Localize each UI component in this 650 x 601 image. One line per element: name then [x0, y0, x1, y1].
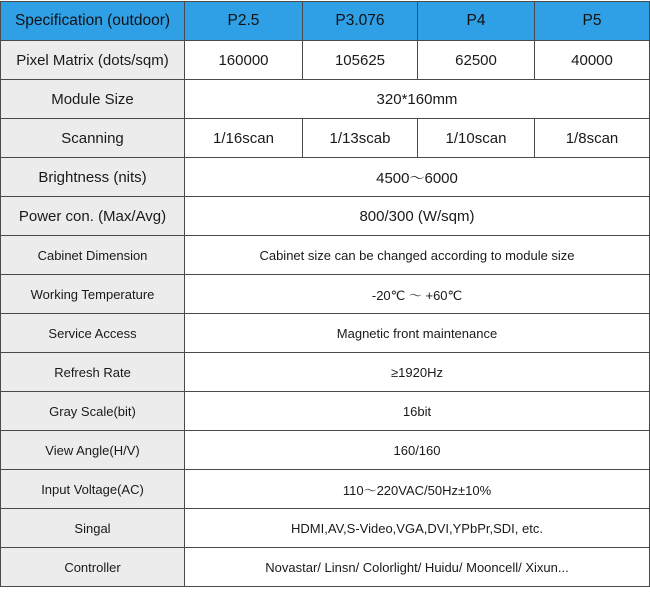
table-row-service-access: [1, 314, 650, 353]
row-label: Gray Scale(bit): [1, 392, 185, 431]
table-cell: 40000: [535, 41, 650, 80]
table-cell: 16bit: [185, 392, 650, 431]
row-label: Module Size: [1, 80, 185, 119]
table-row-view-angle: [1, 431, 650, 470]
table-cell: 1/8scan: [535, 119, 650, 158]
table-row-power-consumption: [1, 197, 650, 236]
table-cell: 1/10scan: [418, 119, 535, 158]
table-cell: 110～220VAC/50Hz±10%: [185, 470, 650, 509]
table-row-pixel-matrix: [1, 41, 650, 80]
table-cell: 1/13scab: [303, 119, 418, 158]
row-label: Input Voltage(AC): [1, 470, 185, 509]
row-label: Pixel Matrix (dots/sqm): [1, 41, 185, 80]
table-cell: 105625: [303, 41, 418, 80]
table-row-working-temperature: [1, 275, 650, 314]
row-label: Brightness (nits): [1, 158, 185, 197]
table-cell: Magnetic front maintenance: [185, 314, 650, 353]
table-cell: 62500: [418, 41, 535, 80]
table-cell: 160000: [185, 41, 303, 80]
table-row-signal: [1, 509, 650, 548]
table-cell: 800/300 (W/sqm): [185, 197, 650, 236]
row-label: Service Access: [1, 314, 185, 353]
table-cell: Novastar/ Linsn/ Colorlight/ Huidu/ Mooncell/ Xixun...: [185, 548, 650, 587]
table-row-input-voltage: [1, 470, 650, 509]
table-cell: 160/160: [185, 431, 650, 470]
table-row-refresh-rate: [1, 353, 650, 392]
table-row-module-size: [1, 80, 650, 119]
row-label: Refresh Rate: [1, 353, 185, 392]
header-cell-p5: P5: [535, 2, 650, 41]
table-cell: 4500～6000: [185, 158, 650, 197]
row-label: Controller: [1, 548, 185, 587]
spec-table: [0, 1, 650, 587]
table-cell: 1/16scan: [185, 119, 303, 158]
table-cell: -20℃ ～ +60℃: [185, 275, 650, 314]
row-label: Scanning: [1, 119, 185, 158]
table-row-brightness: [1, 158, 650, 197]
header-cell-p2-5: P2.5: [185, 2, 303, 41]
row-label: Singal: [1, 509, 185, 548]
row-label: View Angle(H/V): [1, 431, 185, 470]
table-row-gray-scale: [1, 392, 650, 431]
table-header-row: [1, 2, 650, 41]
table-cell: ≥1920Hz: [185, 353, 650, 392]
table-row-scanning: [1, 119, 650, 158]
header-cell-specification: Specification (outdoor): [1, 2, 185, 41]
table-row-controller: [1, 548, 650, 587]
table-cell: HDMI,AV,S-Video,VGA,DVI,YPbPr,SDI, etc.: [185, 509, 650, 548]
table-row-cabinet-dimension: [1, 236, 650, 275]
header-cell-p3-076: P3.076: [303, 2, 418, 41]
row-label: Cabinet Dimension: [1, 236, 185, 275]
header-cell-p4: P4: [418, 2, 535, 41]
row-label: Working Temperature: [1, 275, 185, 314]
table-cell: Cabinet size can be changed according to module size: [185, 236, 650, 275]
table-cell: 320*160mm: [185, 80, 650, 119]
row-label: Power con. (Max/Avg): [1, 197, 185, 236]
